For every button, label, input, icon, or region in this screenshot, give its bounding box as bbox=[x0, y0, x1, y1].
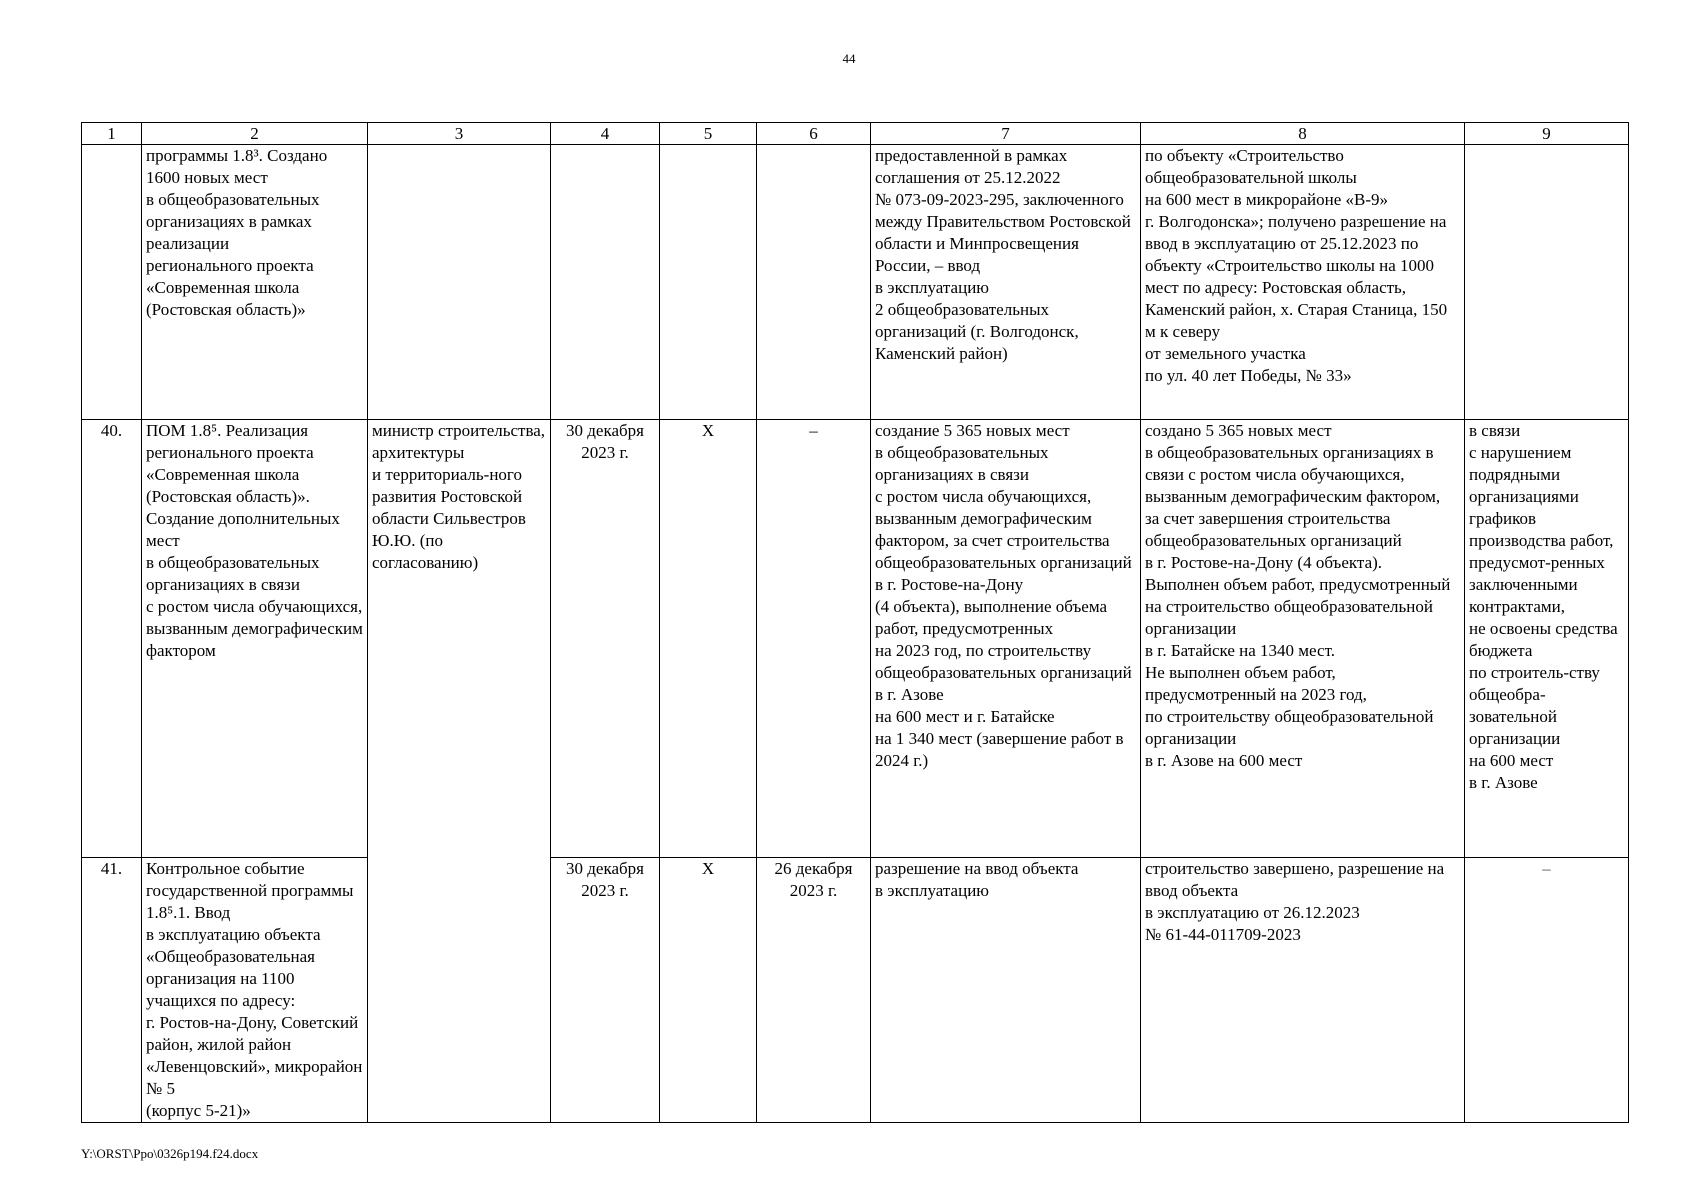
planned-result: разрешение на ввод объекта в эксплуатацию bbox=[871, 858, 1141, 1123]
actual-result: строительство завершено, разрешение на ввод объекта в эксплуатацию от 26.12.2023 № 61-44-011709-2023 bbox=[1141, 858, 1465, 1123]
actual-result: создано 5 365 новых мест в общеобразовательных организациях в связи с ростом числа обучающихся, вызванным демографическим фактором, за счет завершения строительства общеобразовательных организаций в г. Ростове-на-Дону (4 объекта). Выполнен объем работ, предусмотренный на строительство общеобразовательной организации в г. Батайске на 1340 мест. Не выполнен объем работ, предусмотренный на 2023 год, по строительству общеобразовательной организации в г. Азове на 600 мест bbox=[1141, 420, 1465, 858]
column-5-value: Х bbox=[660, 420, 757, 858]
actual-date: 26 декабря 2023 г. bbox=[757, 858, 871, 1123]
planned-result: предоставленной в рамках соглашения от 25.12.2022 № 073-09-2023-295, заключенного между Правительством Ростовской области и Минпросвещения России, – ввод в эксплуатацию 2 общеобразовательных организаций (г. Волгодонск, Каменский район) bbox=[871, 145, 1141, 420]
file-path-footer: Y:\ORST\Ppo\0326p194.f24.docx bbox=[81, 1146, 259, 1161]
column-5-value: Х bbox=[660, 858, 757, 1123]
planned-date bbox=[551, 145, 660, 420]
row-number: 41. bbox=[82, 858, 142, 1123]
table-row bbox=[82, 145, 1629, 420]
column-header: 5 bbox=[660, 123, 757, 145]
actual-result: по объекту «Строительство общеобразовательной школы на 600 мест в микрорайоне «В-9» г. Волгодонска»; получено разрешение на ввод в эксплуатацию от 25.12.2023 по объекту «Строительство школы на 1000 мест по адресу: Ростовская область, Каменский район, х. Старая Станица, 150 м к северу от земельного участка по ул. 40 лет Победы, № 33» bbox=[1141, 145, 1465, 420]
column-header: 8 bbox=[1141, 123, 1465, 145]
table-header-row bbox=[82, 123, 1629, 145]
actual-date: – bbox=[757, 420, 871, 858]
report-table bbox=[81, 122, 1629, 1123]
responsible-person: министр строительства, архитектуры и территориаль-ного развития Ростовской области Сильвестров Ю.Ю. (по согласованию) bbox=[368, 420, 551, 1123]
column-header: 1 bbox=[82, 123, 142, 145]
column-header: 7 bbox=[871, 123, 1141, 145]
table-row bbox=[82, 858, 1629, 1123]
planned-date: 30 декабря 2023 г. bbox=[551, 420, 660, 858]
row-number bbox=[82, 145, 142, 420]
deviation-reason: в связи с нарушением подрядными организациями графиков производства работ, предусмот-ренных заключенными контрактами, не освоены средства бюджета по строитель-ству общеобра-зовательной организации на 600 мест в г. Азове bbox=[1465, 420, 1629, 858]
measure-name: ПОМ 1.8⁵. Реализация регионального проекта «Современная школа (Ростовская область)». Создание дополнительных мест в общеобразовательных организациях в связи с ростом числа обучающихся, вызванным демографическим фактором bbox=[142, 420, 368, 858]
planned-result: создание 5 365 новых мест в общеобразовательных организациях в связи с ростом числа обучающихся, вызванным демографическим фактором, за счет строительства общеобразовательных организаций в г. Ростове-на-Дону (4 объекта), выполнение объема работ, предусмотренных на 2023 год, по строительству общеобразовательных организаций в г. Азове на 600 мест и г. Батайске на 1 340 мест (завершение работ в 2024 г.) bbox=[871, 420, 1141, 858]
planned-date: 30 декабря 2023 г. bbox=[551, 858, 660, 1123]
deviation-reason bbox=[1465, 145, 1629, 420]
row-number: 40. bbox=[82, 420, 142, 858]
column-header: 3 bbox=[368, 123, 551, 145]
measure-name: программы 1.8³. Создано 1600 новых мест в общеобразовательных организациях в рамках реализации регионального проекта «Современная школа (Ростовская область)» bbox=[142, 145, 368, 420]
table-row bbox=[82, 420, 1629, 858]
column-header: 6 bbox=[757, 123, 871, 145]
deviation-reason: – bbox=[1465, 858, 1629, 1123]
page-number: 44 bbox=[842, 51, 856, 66]
column-header: 9 bbox=[1465, 123, 1629, 145]
column-5-value bbox=[660, 145, 757, 420]
responsible-person bbox=[368, 145, 551, 420]
measure-name: Контрольное событие государственной программы 1.8⁵.1. Ввод в эксплуатацию объекта «Общеобразовательная организация на 1100 учащихся по адресу: г. Ростов-на-Дону, Советский район, жилой район «Левенцовский», микрорайон № 5 (корпус 5-21)» bbox=[142, 858, 368, 1123]
column-header: 4 bbox=[551, 123, 660, 145]
column-header: 2 bbox=[142, 123, 368, 145]
actual-date bbox=[757, 145, 871, 420]
